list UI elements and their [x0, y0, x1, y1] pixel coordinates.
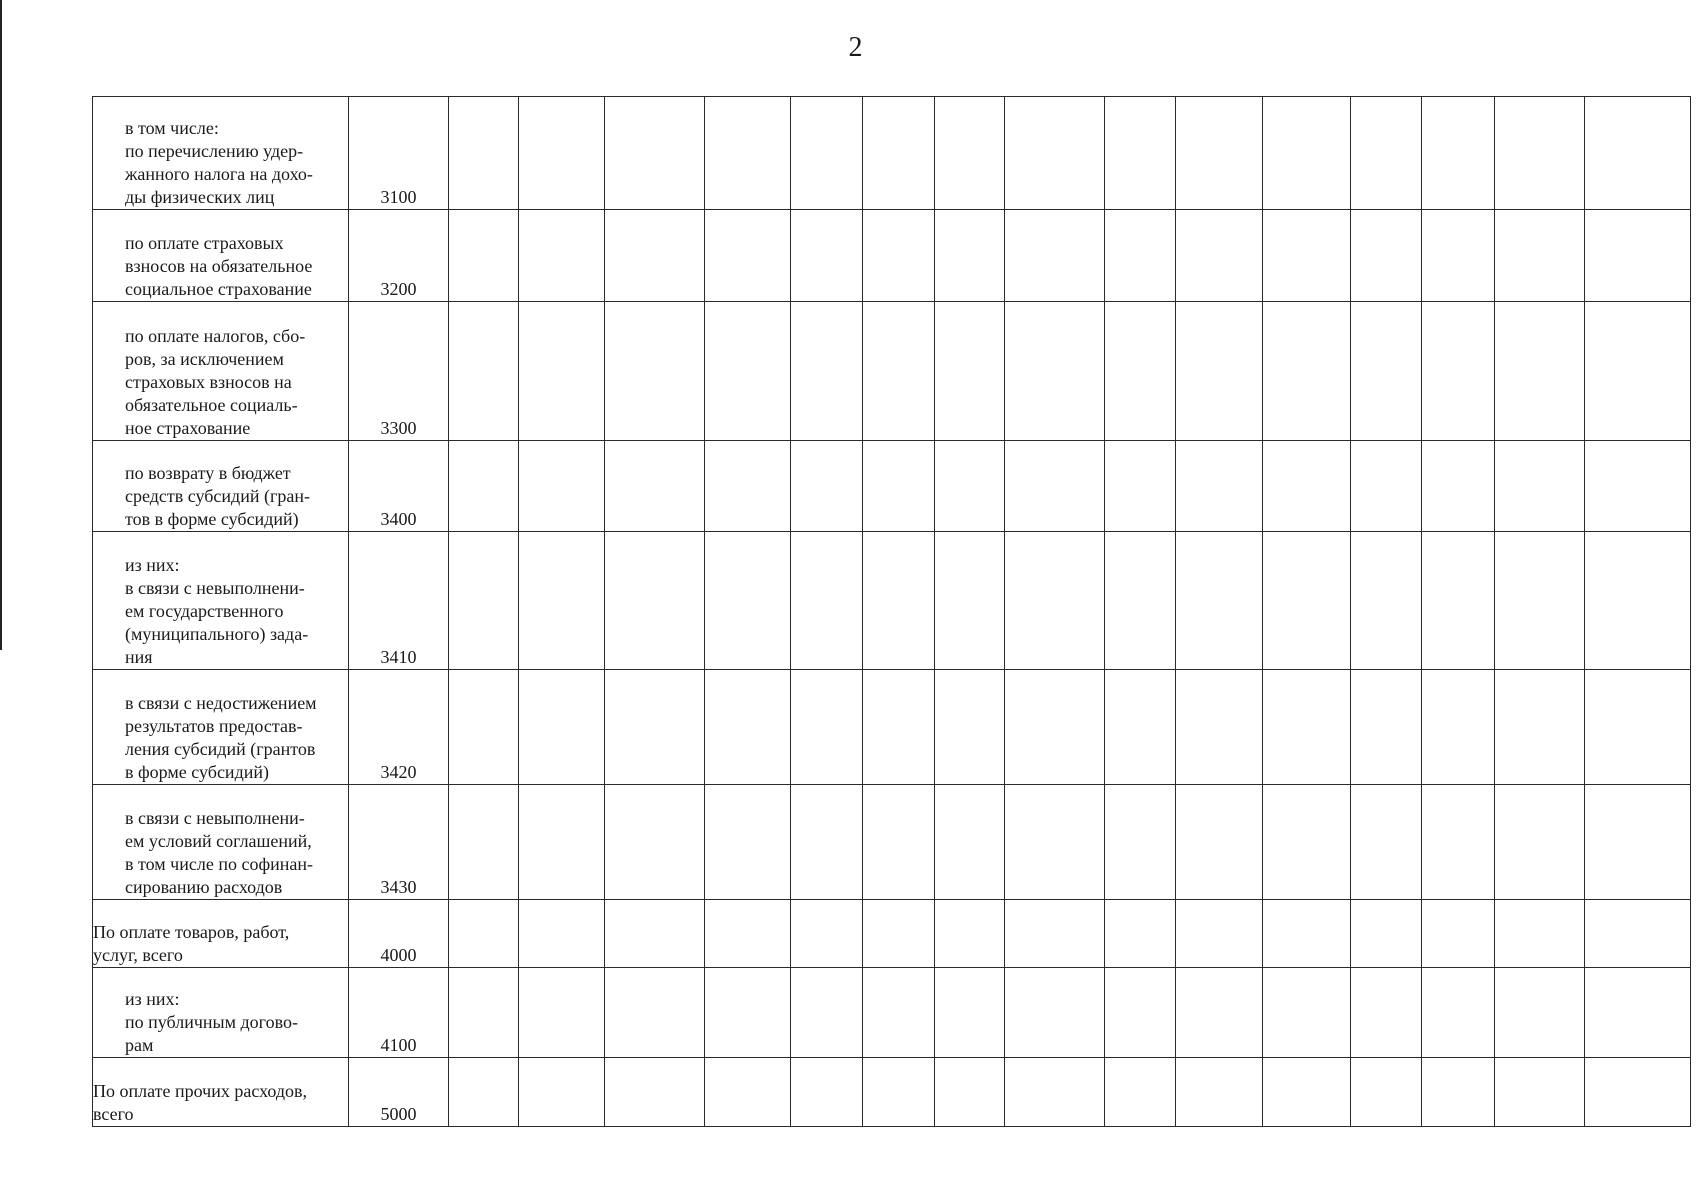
value-cell [1263, 532, 1351, 670]
value-cell [605, 97, 705, 210]
value-cell [449, 900, 519, 968]
value-cell [449, 968, 519, 1058]
value-cell [1176, 900, 1263, 968]
row-code: 3410 [349, 532, 449, 670]
value-cell [1495, 900, 1585, 968]
report-table [92, 96, 1691, 1127]
value-cell [863, 97, 935, 210]
value-cell [705, 532, 791, 670]
value-cell [863, 302, 935, 441]
row-code: 3100 [349, 97, 449, 210]
value-cell [1176, 532, 1263, 670]
value-cell [1351, 302, 1422, 441]
value-cell [519, 670, 605, 785]
value-cell [1585, 210, 1691, 302]
table-row [93, 900, 1691, 968]
value-cell [1176, 670, 1263, 785]
value-cell [1176, 785, 1263, 900]
value-cell [935, 1058, 1005, 1127]
value-cell [1495, 441, 1585, 532]
value-cell [863, 785, 935, 900]
value-cell [605, 785, 705, 900]
value-cell [1422, 97, 1495, 210]
value-cell [519, 900, 605, 968]
value-cell [519, 968, 605, 1058]
row-label: в том числе: по перечислению удер- жанного налога на дохо- ды физических лиц [93, 97, 349, 210]
value-cell [705, 302, 791, 441]
value-cell [1351, 1058, 1422, 1127]
value-cell [605, 441, 705, 532]
value-cell [1422, 900, 1495, 968]
value-cell [1351, 210, 1422, 302]
value-cell [935, 900, 1005, 968]
page-number: 2 [848, 32, 863, 63]
value-cell [1005, 1058, 1105, 1127]
value-cell [1176, 97, 1263, 210]
value-cell [1263, 97, 1351, 210]
value-cell [863, 441, 935, 532]
value-cell [1005, 968, 1105, 1058]
value-cell [791, 97, 863, 210]
value-cell [1585, 670, 1691, 785]
table-body [93, 97, 1691, 1127]
value-cell [1422, 532, 1495, 670]
value-cell [1495, 97, 1585, 210]
value-cell [1263, 1058, 1351, 1127]
value-cell [705, 670, 791, 785]
row-code: 3400 [349, 441, 449, 532]
value-cell [1176, 210, 1263, 302]
value-cell [1422, 968, 1495, 1058]
value-cell [605, 532, 705, 670]
table-row [93, 785, 1691, 900]
value-cell [1263, 441, 1351, 532]
value-cell [519, 97, 605, 210]
value-cell [1005, 210, 1105, 302]
value-cell [1351, 441, 1422, 532]
value-cell [1263, 900, 1351, 968]
value-cell [1422, 210, 1495, 302]
value-cell [1422, 302, 1495, 441]
value-cell [449, 441, 519, 532]
value-cell [605, 670, 705, 785]
table-row [93, 670, 1691, 785]
value-cell [1422, 441, 1495, 532]
row-label: По оплате прочих расходов, всего [93, 1058, 349, 1127]
table-row [93, 97, 1691, 210]
value-cell [1176, 1058, 1263, 1127]
value-cell [1105, 670, 1176, 785]
value-cell [605, 968, 705, 1058]
value-cell [1585, 97, 1691, 210]
value-cell [791, 670, 863, 785]
value-cell [1263, 302, 1351, 441]
value-cell [705, 97, 791, 210]
row-label: из них: по публичным догово- рам [93, 968, 349, 1058]
value-cell [705, 1058, 791, 1127]
value-cell [1351, 968, 1422, 1058]
value-cell [449, 97, 519, 210]
row-code: 3430 [349, 785, 449, 900]
value-cell [519, 532, 605, 670]
value-cell [1105, 302, 1176, 441]
value-cell [1495, 302, 1585, 441]
value-cell [935, 670, 1005, 785]
table-row [93, 302, 1691, 441]
value-cell [705, 785, 791, 900]
value-cell [1005, 97, 1105, 210]
value-cell [1585, 302, 1691, 441]
row-label: По оплате товаров, работ, услуг, всего [93, 900, 349, 968]
value-cell [791, 302, 863, 441]
row-code: 3200 [349, 210, 449, 302]
row-code: 3300 [349, 302, 449, 441]
value-cell [705, 210, 791, 302]
value-cell [1585, 441, 1691, 532]
value-cell [705, 900, 791, 968]
value-cell [705, 441, 791, 532]
value-cell [1176, 302, 1263, 441]
value-cell [1585, 900, 1691, 968]
row-code: 4100 [349, 968, 449, 1058]
value-cell [863, 670, 935, 785]
value-cell [1351, 900, 1422, 968]
row-label: по возврату в бюджет средств субсидий (гран- тов в форме субсидий) [93, 441, 349, 532]
value-cell [1105, 441, 1176, 532]
value-cell [1176, 968, 1263, 1058]
value-cell [1495, 670, 1585, 785]
value-cell [1105, 900, 1176, 968]
value-cell [1005, 785, 1105, 900]
value-cell [1585, 1058, 1691, 1127]
value-cell [935, 968, 1005, 1058]
table-row [93, 968, 1691, 1058]
value-cell [449, 302, 519, 441]
value-cell [449, 1058, 519, 1127]
value-cell [791, 785, 863, 900]
value-cell [1495, 968, 1585, 1058]
value-cell [519, 441, 605, 532]
value-cell [1005, 302, 1105, 441]
value-cell [1105, 1058, 1176, 1127]
value-cell [1105, 968, 1176, 1058]
value-cell [1495, 785, 1585, 900]
value-cell [605, 1058, 705, 1127]
value-cell [863, 900, 935, 968]
value-cell [863, 532, 935, 670]
value-cell [1263, 670, 1351, 785]
row-label: по оплате страховых взносов на обязательное социальное страхование [93, 210, 349, 302]
value-cell [935, 210, 1005, 302]
value-cell [519, 785, 605, 900]
value-cell [1585, 785, 1691, 900]
value-cell [863, 1058, 935, 1127]
value-cell [1005, 532, 1105, 670]
row-label: в связи с недостижением результатов предостав- ления субсидий (грантов в форме субсидий) [93, 670, 349, 785]
value-cell [1105, 785, 1176, 900]
row-code: 3420 [349, 670, 449, 785]
value-cell [449, 532, 519, 670]
table-row [93, 210, 1691, 302]
value-cell [791, 1058, 863, 1127]
value-cell [863, 210, 935, 302]
value-cell [1351, 670, 1422, 785]
table-row [93, 532, 1691, 670]
value-cell [791, 968, 863, 1058]
value-cell [1263, 785, 1351, 900]
value-cell [791, 210, 863, 302]
row-label: по оплате налогов, сбо- ров, за исключением страховых взносов на обязательное социаль- ное страхование [93, 302, 349, 441]
value-cell [1263, 968, 1351, 1058]
value-cell [449, 785, 519, 900]
value-cell [863, 968, 935, 1058]
value-cell [935, 97, 1005, 210]
value-cell [1585, 968, 1691, 1058]
value-cell [1105, 210, 1176, 302]
value-cell [1422, 670, 1495, 785]
value-cell [605, 302, 705, 441]
value-cell [1005, 670, 1105, 785]
table-row [93, 441, 1691, 532]
value-cell [1351, 785, 1422, 900]
value-cell [1495, 210, 1585, 302]
value-cell [935, 302, 1005, 441]
value-cell [1176, 441, 1263, 532]
row-label: из них: в связи с невыполнени- ем государственного (муниципального) зада- ния [93, 532, 349, 670]
value-cell [1105, 97, 1176, 210]
value-cell [1351, 97, 1422, 210]
value-cell [1495, 1058, 1585, 1127]
value-cell [449, 210, 519, 302]
value-cell [1495, 532, 1585, 670]
value-cell [935, 785, 1005, 900]
value-cell [605, 900, 705, 968]
value-cell [519, 210, 605, 302]
value-cell [1585, 532, 1691, 670]
value-cell [791, 532, 863, 670]
table-row [93, 1058, 1691, 1127]
scan-edge-line [0, 0, 2, 650]
value-cell [1105, 532, 1176, 670]
value-cell [791, 900, 863, 968]
value-cell [1005, 900, 1105, 968]
value-cell [1263, 210, 1351, 302]
value-cell [935, 441, 1005, 532]
value-cell [519, 302, 605, 441]
value-cell [519, 1058, 605, 1127]
row-code: 5000 [349, 1058, 449, 1127]
value-cell [605, 210, 705, 302]
value-cell [1005, 441, 1105, 532]
value-cell [791, 441, 863, 532]
value-cell [705, 968, 791, 1058]
value-cell [1351, 532, 1422, 670]
value-cell [449, 670, 519, 785]
row-label: в связи с невыполнени- ем условий соглашений, в том числе по софинан- сированию расходов [93, 785, 349, 900]
value-cell [1422, 1058, 1495, 1127]
value-cell [1422, 785, 1495, 900]
row-code: 4000 [349, 900, 449, 968]
value-cell [935, 532, 1005, 670]
